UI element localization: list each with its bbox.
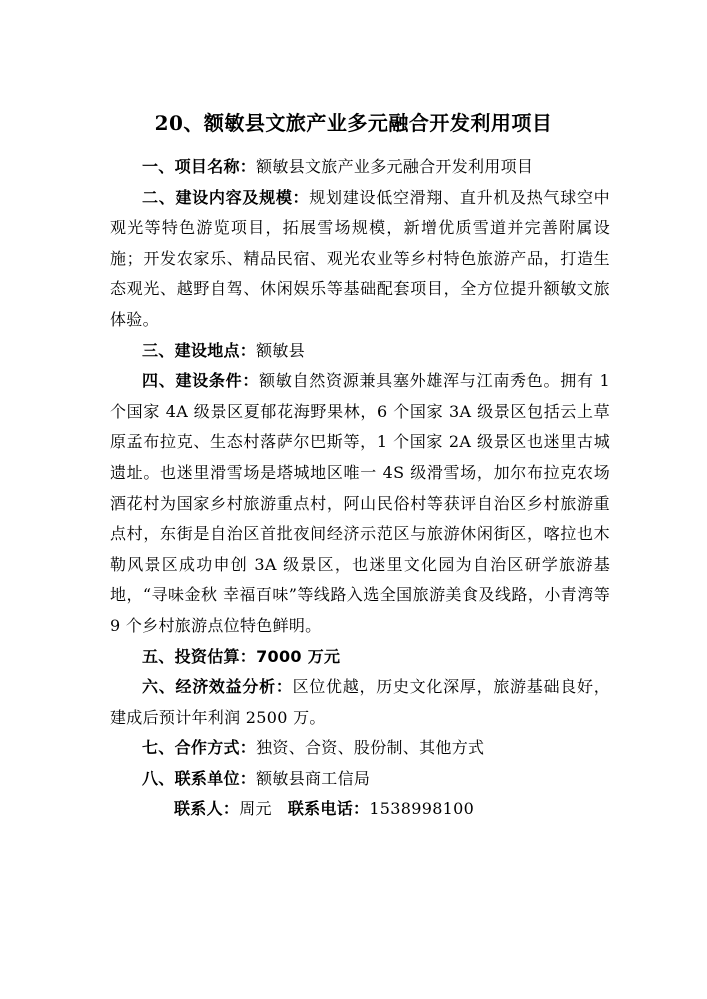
section-text: 额敏县 (256, 340, 306, 360)
section-project-name (110, 152, 610, 183)
section-investment (110, 642, 610, 673)
section-location (110, 336, 610, 367)
section-text: 规划建设低空滑翔、直升机及热气球空中观光等特色游览项目，拓展雪场规模，新增优质雪道并完善附属设施；开发农家乐、精品民宿、观光农业等乡村特色旅游产品，打造生态观光、越野自驾、休闲娱乐等基础配套项目，全方位提升额敏文旅体验。 (110, 187, 610, 329)
section-construction-content (110, 183, 610, 336)
section-text: 区位优越，历史文化深厚，旅游基础良好，建成后预计年利润 2500 万。 (110, 677, 611, 727)
section-conditions (110, 366, 610, 641)
section-label: 七、合作方式： (142, 738, 257, 758)
section-label: 五、投资估算： (142, 646, 257, 666)
section-economic-analysis (110, 672, 610, 733)
document-body (110, 152, 610, 825)
section-label: 六、经济效益分析： (142, 677, 293, 697)
document-title: 20、额敏县文旅产业多元融合开发利用项目 (154, 111, 553, 135)
section-cooperation (110, 733, 610, 764)
section-text: 额敏县商工信局 (256, 768, 371, 788)
contact-person-label: 联系人： (174, 799, 240, 819)
contact-phone-value: 1538998100 (369, 799, 475, 819)
section-label: 四、建设条件： (142, 371, 260, 391)
contact-line (110, 794, 610, 825)
section-text: 额敏县文旅产业多元融合开发利用项目 (256, 157, 534, 176)
section-label: 三、建设地点： (142, 340, 257, 360)
section-label: 一、项目名称： (142, 157, 257, 176)
section-text: 独资、合资、股份制、其他方式 (256, 738, 485, 758)
contact-person-value: 周元 (239, 799, 272, 819)
contact-phone-label: 联系电话： (287, 799, 370, 819)
section-text: 额敏自然资源兼具塞外雄浑与江南秀色。拥有 1 个国家 4A 级景区夏郁花海野果林，6 个国家 3A 级景区包括云上草原孟布拉克、生态村落萨尔巴斯等，1 个国家 2A 级景区也迷里古城遗址。也迷里滑雪场是塔城地区唯一 4S 级滑雪场，加尔布拉克农场酒花村为国家乡村旅游重点村，阿山民俗村等获评自治区乡村旅游重点村，东街是自治区首批夜间经济示范区与旅游休闲街区，喀拉也木勒风景区成功申创 3A 级景区，也迷里文化园为自治区研学旅游基地，“寻味金秋 幸福百味”等线路入选全国旅游美食及线路，小青湾等 9 个乡村旅游点位特色鲜明。 (110, 371, 610, 635)
section-contact-unit (110, 764, 610, 795)
section-text: 7000 万元 (256, 646, 341, 666)
section-label: 八、联系单位： (142, 768, 257, 788)
section-label: 二、建设内容及规模： (142, 187, 310, 207)
